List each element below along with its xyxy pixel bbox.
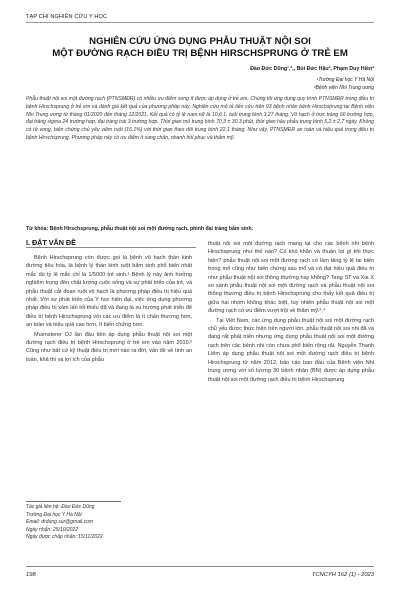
paragraph: Muensterer OJ lần đầu tiên áp dụng phẫu thuật nội soi một đường rạch điều trị bệnh Hirschsprung ở trẻ em vào năm 2010.² Cũng như bất cứ kỹ thuật điều trị mới nào ra đời, vấn đề về tính an toàn, khả thi và lợi ích của phẫu <box>26 331 192 363</box>
paragraph: Tại Việt Nam, các ứng dụng phẫu thuật nội soi một đường rạch chủ yếu được thực hiện trên người lớn. phẫu thuật nội soi nhi đã và đang rất phát triển nhưng ứng dụng phẫu thuật nội soi một đường rạch trên các bệnh nhi còn chưa phổ biến rộng rãi. Nguyễn Thanh Liêm áp dụng phẫu thuật nội soi một đường rạch điều trị bệnh Hirschsprung từ năm 2012, báo cáo ban đầu của Bệnh viện Nhi trung ương với số lượng 30 bệnh nhân (BN) được áp dụng phẫu thuật nội soi một đường rạch điều trị bệnh Hirschsprung <box>208 317 374 383</box>
left-column <box>26 254 192 365</box>
affiliation-1: ¹Trường Đại học Y Hà Nội <box>316 77 374 83</box>
keywords: Từ khóa: Bệnh Hirschsprung, phẫu thuật nội soi một đường rạch, phình đại tràng bẩm sinh. <box>26 226 254 232</box>
footnote-divider <box>26 501 121 502</box>
page-number: 198 <box>26 572 36 578</box>
right-column <box>208 240 374 385</box>
journal-tag: TẠP CHÍ NGHIÊN CỨU Y HỌC <box>26 14 108 20</box>
title-line-1: NGHIÊN CỨU ỨNG DỤNG PHẪU THUẬT NỘI SOI <box>89 36 311 47</box>
paragraph: thuật nội soi một đường rạch mang lại cho các bệnh nhi bệnh Hirschsprung như thế nào? Có khó khăn và thuận lợi gì khi thực hiện? phẫu thuật nội soi một đường rạch có làm tăng tỷ lệ tai biến trong mổ cũng như biến chứng sau mổ và có đạt hiệu quả điều trị như phẫu thuật nội soi thông thường hay không? Tang ST và Xia X so sánh phẫu thuật nội soi một đường rạch và phẫu thuật nội soi thông thường điều trị bệnh Hirschsprung cho thấy kết quả điều trị giữa hai nhóm không khác biệt, tuy nhiên phẫu thuật nội soi một đường rạch có ưu điểm vượt trội về thẩm mỹ.³,⁴ <box>208 241 374 315</box>
note-line: Ngày được chấp nhận: 15/11/2022 <box>26 534 103 541</box>
note-line: Tác giả liên hệ: Đào Đức Dũng <box>26 504 95 510</box>
authors: Đào Đức Dũng¹,²,, Bùi Đức Hậu², Phạm Duy Hiền² <box>250 66 374 72</box>
note-line: Ngày nhận: 25/10/2022 <box>26 526 78 533</box>
abstract: Phẫu thuật nội soi một đường rạch (PTNSMĐR) có nhiều ưu điểm song ít được áp dụng ở trẻ em. Chúng tôi ứng dụng quy trình PTNSMĐR trong điều trị bệnh Hirschsprung ở trẻ em và đánh giá kết quả của phương pháp này. Nghiên cứu mô tả tiến cứu trên 93 bệnh nhân bệnh Hirschsprung tại Bệnh viện Nhi Trung ương từ tháng 01/2020 đến tháng 12/2021. Kết quả có tỷ lệ nam:nữ là 10,6:1, tuổi trung bình 3,27 tháng. Vô hạch ở trực tràng 66 trường hợp, đại tràng sigma 24 trường hợp, đại tràng trái 3 trường hợp. Thời gian mổ trung bình 70,3 ± 30,3 phút, thời gian hậu phẫu trung bình 5,2 ± 2,7 ngày. Không có tử vong, biến chứng chủ yếu viêm ruột (16,1%) với thời gian theo dõi trung bình 22,1 tháng. Như vậy, PTNSMĐR an toàn và hiệu quả trong điều trị bệnh Hirschsprung. Phương pháp này có ưu điểm ít sang chấn, nhanh hồi phục và thẩm mỹ. <box>26 96 374 141</box>
title-line-2: MỘT ĐƯỜNG RẠCH ĐIỀU TRỊ BỆNH HIRSCHSPRUNG Ở TRẺ EM <box>52 48 348 59</box>
note-line: Email: drdung.sur@gmail.com <box>26 519 94 526</box>
section-divider <box>26 247 196 248</box>
header-divider <box>26 22 374 23</box>
affiliation-2: ²Bệnh viện Nhi Trung ương <box>313 85 374 91</box>
footer-divider <box>26 566 374 567</box>
section-title: I. ĐẶT VẤN ĐỀ <box>26 238 76 247</box>
paragraph: Bệnh Hirschsprung còn được gọi là bệnh vô hạch thần kinh đường tiêu hóa, là bệnh lý thần kinh ruột bẩm sinh phổ biến nhất mắc dù tỷ lệ mắc chỉ là 1/5000 trẻ sinh.¹ Bệnh lý này ảnh hưởng nghiêm trọng đến chất lượng cuộc sống và sự phát triển của trẻ, và phẫu thuật cắt đoạn ruột vô hạch là phương pháp điều trị hiệu quả nhất. Với sự phát triển của Y học hiện đại, việc ứng dụng phương pháp điều trị xâm lấn tối thiểu đã và đang là xu hướng phát triển để điều trị bệnh Hirschsprung với các ưu điểm là ít chấn thương hơn, an toàn và hiệu quả cao hơn, ít biến chứng hơn. <box>26 255 192 329</box>
journal-citation: TCNCYH 162 (1) - 2023 <box>311 572 374 578</box>
correspondence-notes <box>26 504 196 542</box>
note-line: Trường Đại học Y Hà Nội <box>26 511 82 518</box>
